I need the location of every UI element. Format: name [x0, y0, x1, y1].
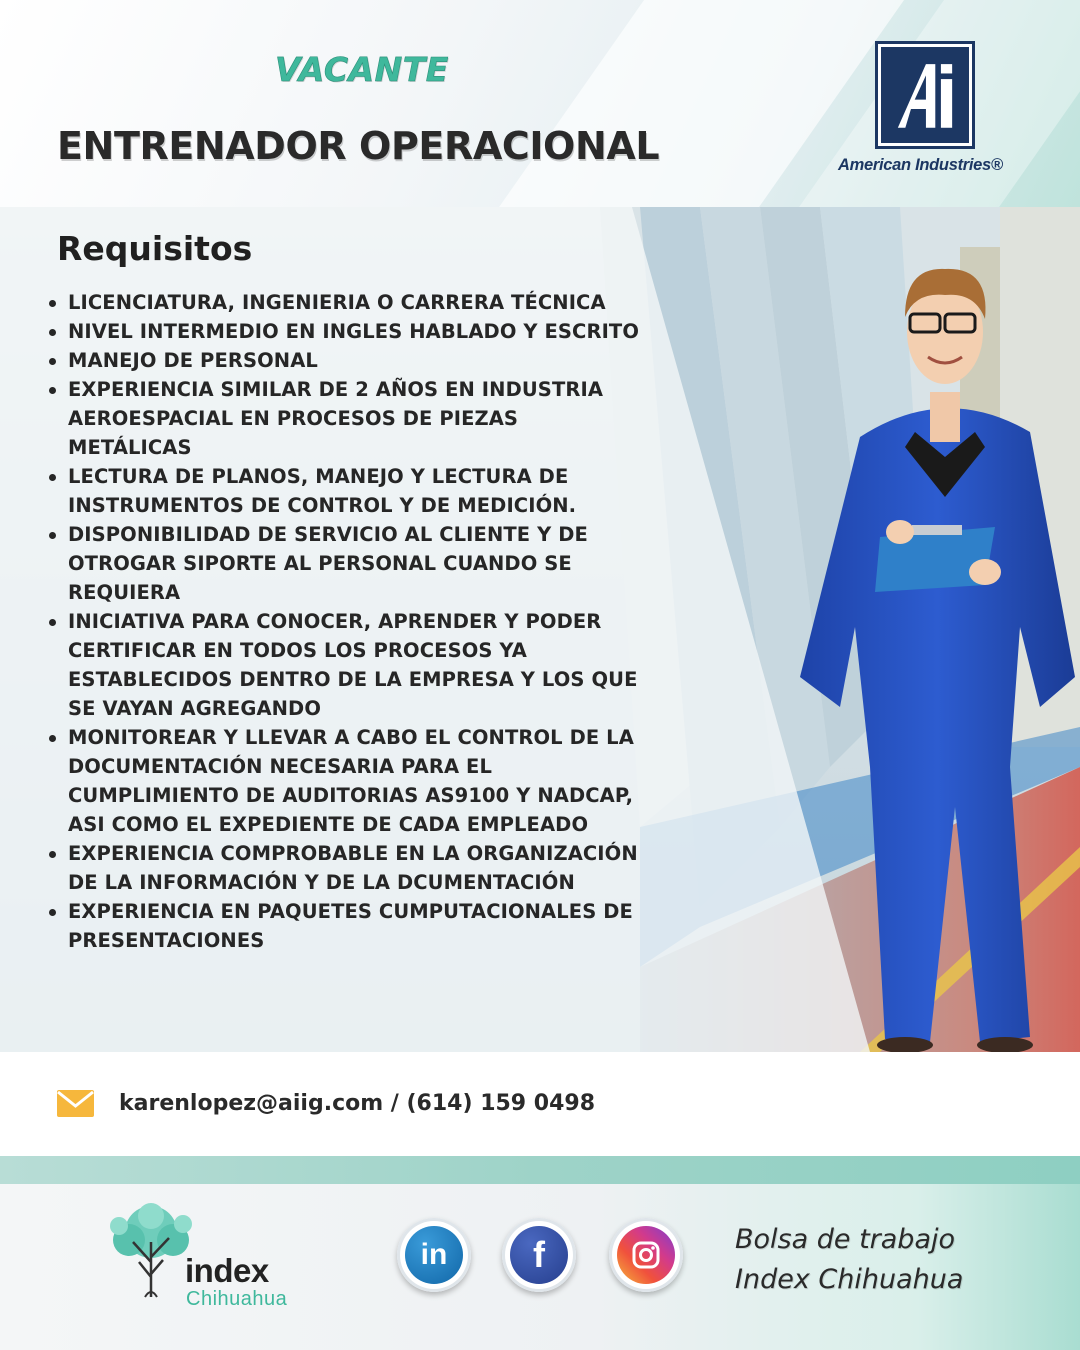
facebook-button[interactable]	[502, 1218, 576, 1292]
linkedin-icon: in	[405, 1226, 463, 1284]
list-item: EXPERIENCIA SIMILAR DE 2 AÑOS EN INDUSTRIA AEROESPACIAL EN PROCESOS DE PIEZAS METÁLICAS	[47, 375, 647, 462]
list-item: LECTURA DE PLANOS, MANEJO Y LECTURA DE INSTRUMENTOS DE CONTROL Y DE MEDICIÓN.	[47, 462, 647, 520]
index-logo-word: index	[185, 1252, 269, 1289]
bolsa-de-trabajo-text	[735, 1220, 963, 1300]
hero-section	[0, 207, 1080, 1052]
job-title: ENTRENADOR OPERACIONAL	[57, 124, 660, 168]
requirements-title: Requisitos	[57, 229, 253, 268]
instagram-icon	[617, 1226, 675, 1284]
company-logo-text: American Industries®	[838, 156, 1003, 174]
contact-email-phone[interactable]: karenlopez@aiig.com / (614) 159 0498	[119, 1091, 596, 1116]
list-item: NIVEL INTERMEDIO EN INGLES HABLADO Y ESCRITO	[47, 317, 647, 346]
footer-stripe	[0, 1156, 1080, 1184]
bolsa-line-1: Bolsa de trabajo	[735, 1224, 956, 1255]
requirements-list	[47, 288, 647, 955]
linkedin-button[interactable]	[397, 1218, 471, 1292]
mail-icon	[57, 1090, 94, 1117]
list-item: EXPERIENCIA COMPROBABLE EN LA ORGANIZACIÓN DE LA INFORMACIÓN Y DE LA DCUMENTACIÓN	[47, 839, 647, 897]
list-item: LICENCIATURA, INGENIERIA O CARRERA TÉCNICA	[47, 288, 647, 317]
index-logo-city: Chihuahua	[186, 1288, 288, 1310]
footer	[0, 1184, 1080, 1350]
ai-logo-icon	[881, 47, 969, 143]
instagram-button[interactable]	[609, 1218, 683, 1292]
list-item: EXPERIENCIA EN PAQUETES CUMPUTACIONALES DE PRESENTACIONES	[47, 897, 647, 955]
tree-icon	[105, 1202, 197, 1302]
facebook-icon: f	[510, 1226, 568, 1284]
vacancy-tag: VACANTE	[275, 50, 449, 89]
index-chihuahua-logo	[105, 1202, 305, 1332]
bolsa-line-2: Index Chihuahua	[735, 1264, 964, 1295]
list-item: MONITOREAR Y LLEVAR A CABO EL CONTROL DE LA DOCUMENTACIÓN NECESARIA PARA EL CUMPLIMIENTO DE AUDITORIAS AS9100 Y NADCAP, ASI COMO EL EXPEDIENTE DE CADA EMPLEADO	[47, 723, 647, 839]
list-item: INICIATIVA PARA CONOCER, APRENDER Y PODER CERTIFICAR EN TODOS LOS PROCESOS YA ESTABLECIDOS DENTRO DE LA EMPRESA Y LOS QUE SE VAYAN AGREGANDO	[47, 607, 647, 723]
list-item: DISPONIBILIDAD DE SERVICIO AL CLIENTE Y DE OTROGAR SIPORTE AL PERSONAL CUANDO SE REQUIERA	[47, 520, 647, 607]
header	[0, 0, 1080, 207]
american-industries-logo	[878, 44, 972, 146]
contact-bar	[0, 1052, 1080, 1156]
list-item: MANEJO DE PERSONAL	[47, 346, 647, 375]
